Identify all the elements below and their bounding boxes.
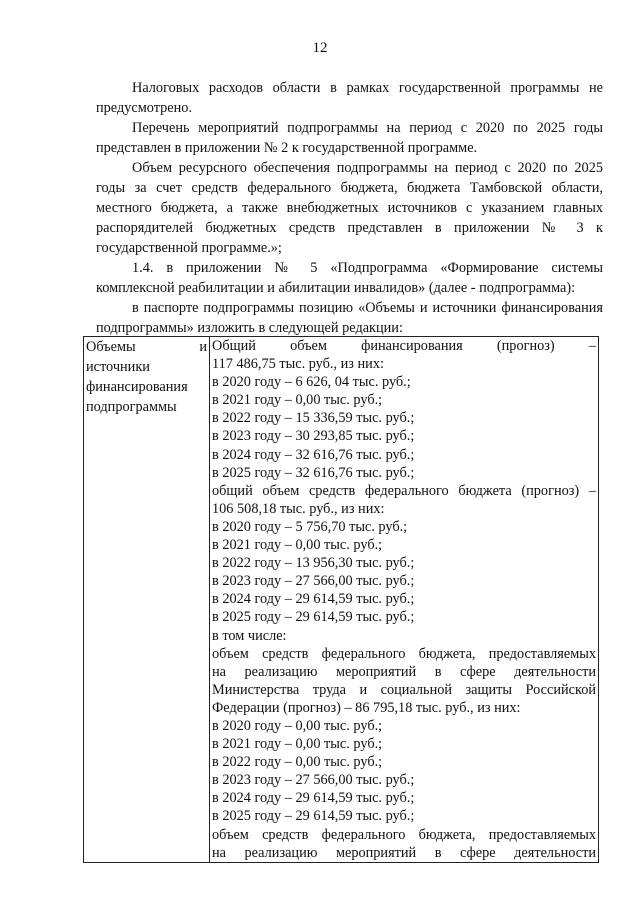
funding-value-line: на реализацию мероприятий в сфере деятельности <box>212 844 596 861</box>
table-row <box>84 337 599 863</box>
funding-value-line: в 2022 году – 15 336,59 тыс. руб.; <box>212 410 415 427</box>
funding-value-line: в 2020 году – 0,00 тыс. руб.; <box>212 717 383 734</box>
funding-value-line: в 2021 году – 0,00 тыс. руб.; <box>212 392 383 409</box>
paragraph-tax-expenses: Налоговых расходов области в рамках государственной программы не предусмотрено. <box>96 80 603 116</box>
funding-value-line: общий объем средств федерального бюджета (прогноз) – <box>212 482 596 499</box>
paragraph-activities-list: Перечень мероприятий подпрограммы на период с 2020 по 2025 годы представлен в приложении № 2 к государственной программе. <box>96 120 603 156</box>
funding-label-line: источники <box>86 359 150 375</box>
funding-label-line: подпрограммы <box>86 399 177 415</box>
funding-value-line: в 2023 году – 30 293,85 тыс. руб.; <box>212 428 415 445</box>
funding-value-line: объем средств федерального бюджета, предоставляемых <box>212 645 596 662</box>
funding-value-line: Министерства труда и социальной защиты Российской <box>212 681 596 698</box>
funding-value-line: в 2020 году – 5 756,70 тыс. руб.; <box>212 518 408 535</box>
funding-values-cell <box>210 337 599 863</box>
funding-value-line: в 2024 году – 32 616,76 тыс. руб.; <box>212 446 415 463</box>
funding-value-line: в 2020 году – 6 626, 04 тыс. руб.; <box>212 374 411 391</box>
funding-label-line: Объемы и <box>86 339 207 355</box>
funding-value-line: 106 508,18 тыс. руб., из них: <box>212 500 385 517</box>
funding-value-line: в 2024 году – 29 614,59 тыс. руб.; <box>212 591 415 608</box>
funding-value-line: Федерации (прогноз) – 86 795,18 тыс. руб., из них: <box>212 699 521 716</box>
funding-value-line: в 2022 году – 13 956,30 тыс. руб.; <box>212 555 415 572</box>
paragraph-resource-volume: Объем ресурсного обеспечения подпрограммы на период с 2020 по 2025 годы за счет средств федерального бюджета, бюджета Тамбовской области, местного бюджета, а также внебюджетных источников с указанием главных распорядителей бюджетных средств представлен в приложении № 3 к государственной программе.»; <box>96 160 603 256</box>
funding-value-line: в 2022 году – 0,00 тыс. руб.; <box>212 754 383 771</box>
funding-value-line: в 2025 году – 29 614,59 тыс. руб.; <box>212 808 415 825</box>
funding-value-line: в 2025 году – 29 614,59 тыс. руб.; <box>212 609 415 626</box>
document-body <box>96 78 603 338</box>
funding-value-line: в 2023 году – 27 566,00 тыс. руб.; <box>212 573 415 590</box>
paragraph-item-1-4: 1.4. в приложении № 5 «Подпрограмма «Формирование системы комплексной реабилитации и абилитации инвалидов» (далее - подпрограмма): <box>96 260 603 296</box>
paragraph-passport-instruction: в паспорте подпрограммы позицию «Объемы и источники финансирования подпрограммы» изложить в следующей редакции: <box>96 300 603 336</box>
funding-passport-table <box>83 336 599 863</box>
funding-value-line: в том числе: <box>212 627 287 644</box>
funding-value-line: в 2021 году – 0,00 тыс. руб.; <box>212 537 383 554</box>
page-number: 12 <box>312 40 328 56</box>
funding-value-line: в 2025 году – 32 616,76 тыс. руб.; <box>212 464 415 481</box>
funding-value-line: в 2023 году – 27 566,00 тыс. руб.; <box>212 772 415 789</box>
funding-value-line: в 2021 году – 0,00 тыс. руб.; <box>212 736 383 753</box>
funding-value-line: в 2024 году – 29 614,59 тыс. руб.; <box>212 790 415 807</box>
funding-value-line: на реализацию мероприятий в сфере деятельности <box>212 663 596 680</box>
funding-value-line: Общий объем финансирования (прогноз) – <box>212 338 596 354</box>
funding-label-cell <box>84 337 210 863</box>
funding-value-line: 117 486,75 тыс. руб., из них: <box>212 356 384 373</box>
funding-label-line: финансирования <box>86 379 188 395</box>
funding-value-line: объем средств федерального бюджета, предоставляемых <box>212 826 596 843</box>
